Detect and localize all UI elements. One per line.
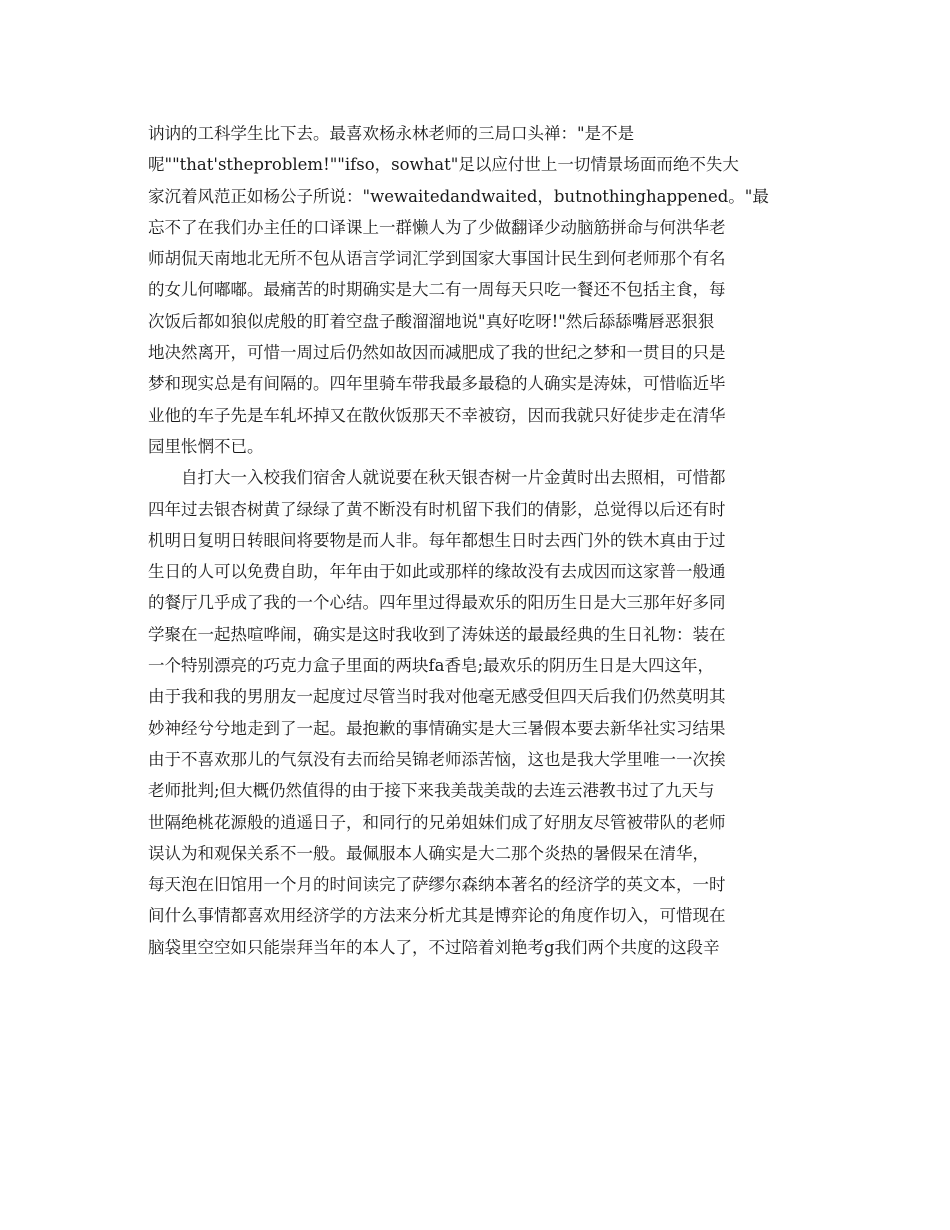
text-line: 讷讷的工科学生比下去。最喜欢杨永林老师的三局口头禅："是不是 — [148, 124, 635, 143]
text-line: 的女儿何嘟嘟。最痛苦的时期确实是大二有一周每天只吃一餐还不包括主食，每 — [148, 280, 726, 300]
text-line: 误认为和观保关系不一般。最佩服本人确实是大二那个炎热的暑假呆在清华， — [148, 843, 709, 863]
text-line: 业他的车子先是车轧坏掉又在散伙饭那天不幸被窃，因而我就只好徒步走在清华 — [148, 405, 726, 425]
text-line: 园里怅惘不已。 — [148, 436, 264, 456]
text-line: 老师批判;但大概仍然值得的由于接下来我美哉美哉的去连云港教书过了九天与 — [148, 781, 715, 801]
text-line: 师胡侃天南地北无所不包从语言学词汇学到国家大事国计民生到何老师那个有名 — [148, 249, 726, 269]
paragraph — [148, 118, 802, 462]
text-line: 生日的人可以免费自助，年年由于如此或那样的缘故没有去成因而这家普一般通 — [148, 562, 726, 582]
text-line: 家沉着风范正如杨公子所说："wewaitedandwaited，butnothinghappened。"最 — [148, 186, 769, 206]
text-line: 呢""that'stheproblem!""ifso，sowhat"足以应付世上一切情景场面而绝不失大 — [148, 155, 739, 175]
text-line: 世隔绝桃花源般的逍遥日子，和同行的兄弟姐妹们成了好朋友尽管被带队的老师 — [148, 812, 726, 832]
text-line: 妙神经兮兮地走到了一起。最抱歉的事情确实是大三暑假本要去新华社实习结果 — [148, 718, 726, 738]
text-line: 脑袋里空空如只能崇拜当年的本人了，不过陪着刘艳考g我们两个共度的这段辛 — [148, 937, 720, 957]
text-line: 梦和现实总是有间隔的。四年里骑车带我最多最稳的人确实是涛妹，可惜临近毕 — [148, 374, 726, 394]
document-body — [148, 118, 802, 963]
text-line: 自打大一入校我们宿舍人就说要在秋天银杏树一片金黄时出去照相，可惜都 — [181, 468, 726, 488]
paragraph — [148, 462, 802, 963]
text-line: 机明日复明日转眼间将要物是而人非。每年都想生日时去西门外的铁木真由于过 — [148, 530, 726, 550]
text-line: 由于不喜欢那儿的气氛没有去而给吴锦老师添苦恼，这也是我大学里唯一一次挨 — [148, 749, 726, 769]
text-line: 间什么事情都喜欢用经济学的方法来分析尤其是博弈论的角度作切入，可惜现在 — [148, 906, 726, 926]
text-line: 一个特别漂亮的巧克力盒子里面的两块fa香皂;最欢乐的阴历生日是大四这年， — [148, 656, 715, 676]
text-line: 四年过去银杏树黄了绿绿了黄不断没有时机留下我们的倩影，总觉得以后还有时 — [148, 499, 726, 519]
text-line: 次饭后都如狼似虎般的盯着空盘子酸溜溜地说"真好吃呀!"然后舔舔嘴唇恶狠狠 — [148, 311, 715, 331]
text-line: 忘不了在我们办主任的口译课上一群懒人为了少做翻译少动脑筋拼命与何洪华老 — [148, 217, 726, 237]
text-line: 每天泡在旧馆用一个月的时间读完了萨缪尔森纳本著名的经济学的英文本，一时 — [148, 875, 726, 895]
text-line: 的餐厅几乎成了我的一个心结。四年里过得最欢乐的阳历生日是大三那年好多同 — [148, 593, 726, 613]
text-line: 学聚在一起热喧哗闹，确实是这时我收到了涛妹送的最最经典的生日礼物：装在 — [148, 624, 726, 644]
text-line: 由于我和我的男朋友一起度过尽管当时我对他毫无感受但四天后我们仍然莫明其 — [148, 687, 726, 707]
text-line: 地决然离开，可惜一周过后仍然如故因而减肥成了我的世纪之梦和一贯目的只是 — [148, 343, 726, 363]
